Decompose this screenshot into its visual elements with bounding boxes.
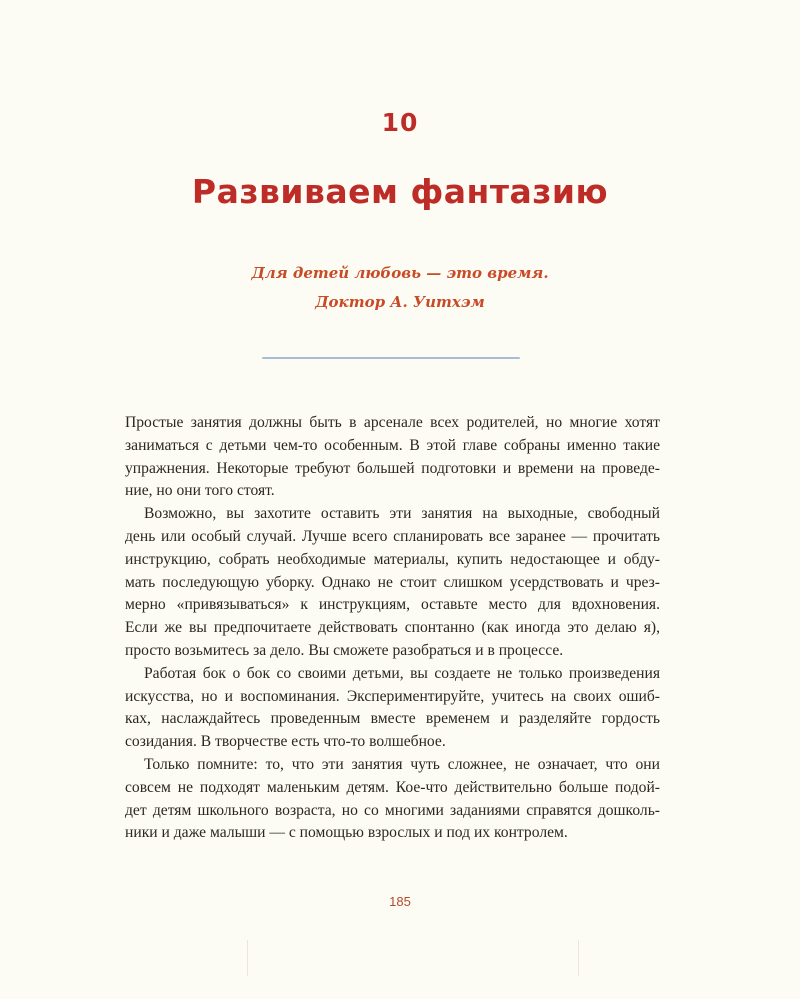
text-line: мерно «привязываться» к инструкциям, оставьте место для вдохновения. [125,596,660,614]
paragraph [125,754,660,845]
epigraph-quote: Для детей любовь — это время. [251,264,549,282]
text-line: совсем не подходят маленьким детям. Кое-что действительно больше подой- [125,778,660,796]
text-line: заниматься с детьми чем-то особенным. В этой главе собраны именно такие [125,436,660,454]
text-line: созидания. В творчестве есть что-то волшебное. [125,733,446,751]
paragraph [125,412,660,503]
text-line: инструкцию, собрать необходимые материалы, купить недостающее и обду- [125,550,660,568]
text-line: дет детям школьного возраста, но со многими заданиями справятся дошколь- [125,801,660,819]
divider-line [262,357,520,359]
text-line: мать последующую уборку. Однако не стоит слишком усердствовать и чрез- [125,573,660,591]
text-line: Только помните: то, что эти занятия чуть сложнее, не означает, что они [144,755,660,773]
text-line: Если же вы предпочитаете действовать спонтанно (как иногда это делаю я), [125,619,660,637]
text-line: Простые занятия должны быть в арсенале всех родителей, но многие хотят [125,414,660,431]
page-edge-mark [578,940,579,976]
text-line: искусства, но и воспоминания. Экспериментируйте, учитесь на своих ошиб- [125,687,660,705]
chapter-number: 10 [381,108,419,137]
text-line: ники и даже малыши — с помощью взрослых и под их контролем. [125,824,568,842]
paragraph [125,503,660,663]
text-line: ках, наслаждайтесь проведенным вместе временем и разделяйте гордость [125,710,660,728]
text-line: Возможно, вы захотите оставить эти занятия на выходные, свободный [144,505,660,523]
page-edge-mark [247,940,248,976]
paragraph [125,663,660,754]
text-line: упражнения. Некоторые требуют большей подготовки и времени на проведе- [125,459,660,477]
epigraph [0,259,800,317]
text-line: Работая бок о бок со своими детьми, вы создаете не только произведения [144,664,660,682]
epigraph-author: Доктор А. Уитхэм [315,293,485,311]
chapter-title: Развиваем фантазию [191,172,609,211]
body-text [125,412,660,845]
text-line: просто возьмитесь за дело. Вы сможете разобраться и в процессе. [125,641,564,659]
page-number: 185 [389,894,411,909]
text-line: день или особый случай. Лучше всего спланировать все заранее — прочитать [125,527,660,545]
text-line: ние, но они того стоят. [125,482,275,500]
